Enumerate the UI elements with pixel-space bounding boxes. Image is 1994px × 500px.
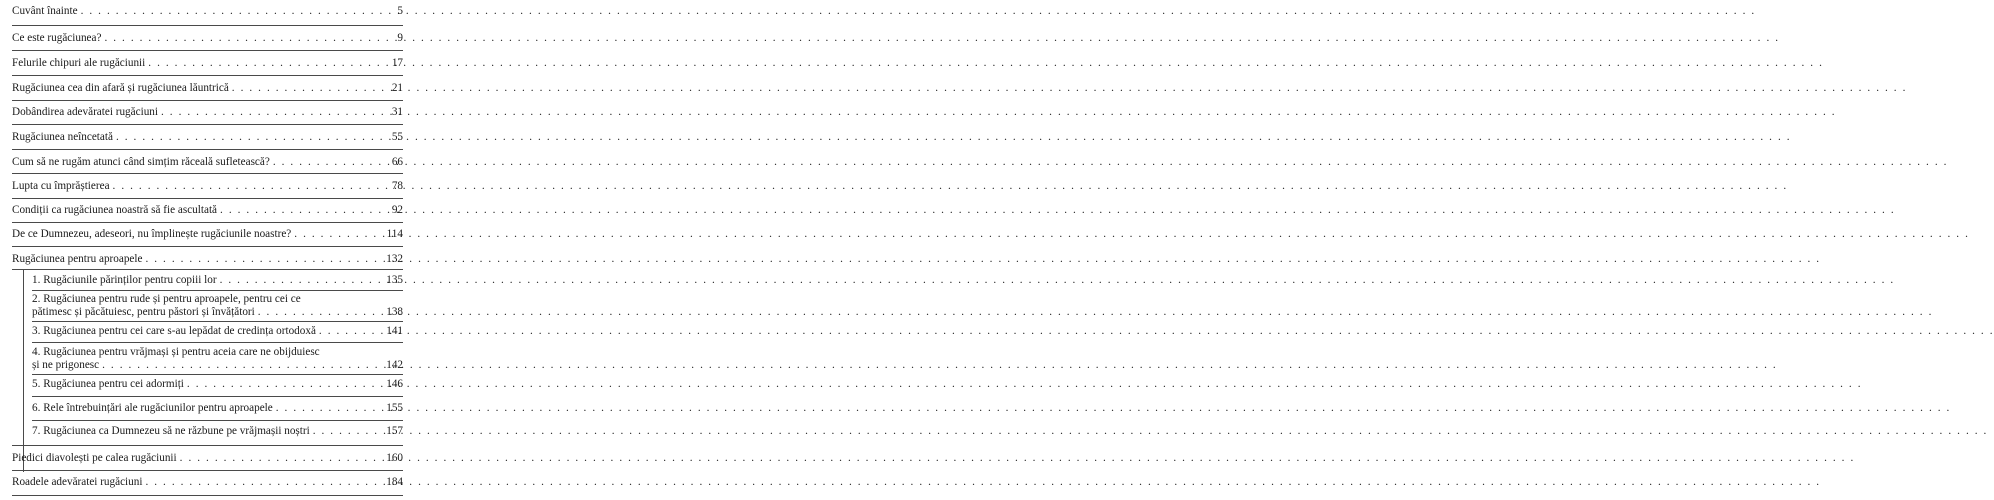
- toc-entry[interactable]: [12, 82, 403, 95]
- leader-dots: [104, 32, 394, 45]
- subsection-bracket: [23, 269, 24, 472]
- toc-entry[interactable]: [12, 228, 403, 241]
- toc-entry-page: 155: [386, 402, 403, 414]
- leader-dots: [313, 425, 384, 438]
- toc-entry[interactable]: [12, 106, 403, 119]
- separator-line: [32, 374, 403, 375]
- toc-entry[interactable]: [12, 5, 403, 18]
- toc-subentry[interactable]: [32, 402, 403, 415]
- toc-entry-page: 66: [391, 156, 403, 168]
- toc-entry-page: 142: [386, 359, 403, 371]
- toc-entry-title: Rugăciunea pentru aproapele: [12, 253, 143, 265]
- toc-entry[interactable]: [12, 156, 403, 169]
- toc-page: [0, 0, 411, 500]
- toc-subentry[interactable]: [32, 325, 403, 338]
- toc-entry-title: Felurile chipuri ale rugăciunii: [12, 57, 146, 69]
- toc-entry-page: 21: [391, 82, 403, 94]
- toc-subentry[interactable]: [32, 293, 403, 319]
- toc-entry-title-line1: 4. Rugăciunea pentru vrăjmași și pentru aceia care ne obijduiesc: [32, 346, 320, 358]
- separator-line: [32, 342, 403, 343]
- toc-subentry[interactable]: [32, 425, 403, 438]
- separator-line: [12, 50, 403, 51]
- toc-entry-title: și ne prigonesc: [32, 359, 100, 371]
- separator-line: [12, 445, 403, 446]
- toc-entry-page: 135: [386, 274, 403, 286]
- toc-entry-page: 138: [386, 306, 403, 318]
- separator-line: [12, 495, 403, 496]
- leader-dots: [273, 156, 389, 169]
- separator-line: [32, 396, 403, 397]
- leader-dots: [187, 378, 383, 391]
- toc-entry-title: Dobândirea adevăratei rugăciuni: [12, 106, 158, 118]
- leader-dots: [220, 204, 389, 217]
- separator-line: [12, 149, 403, 150]
- separator-line: [12, 124, 403, 125]
- toc-entry-page: 146: [386, 378, 403, 390]
- leader-dots: [220, 274, 384, 287]
- toc-entry-page: 160: [386, 452, 403, 464]
- toc-entry[interactable]: [12, 32, 403, 45]
- toc-entry[interactable]: [12, 253, 403, 266]
- toc-entry-page: 9: [397, 32, 403, 44]
- toc-entry-title: pătimesc și păcătuiesc, pentru păstori și învățători: [32, 306, 255, 318]
- leader-dots: [81, 5, 395, 18]
- toc-subentry[interactable]: [32, 274, 403, 287]
- separator-line: [12, 75, 403, 76]
- toc-entry-title: 3. Rugăciunea pentru cei care s-au lepădat de credința ortodoxă: [32, 325, 316, 337]
- leader-dots: [145, 476, 383, 489]
- separator-line: [12, 100, 403, 101]
- leader-dots: [113, 180, 389, 193]
- toc-entry-title: Cum să ne rugăm atunci când simțim răceală sufletească?: [12, 156, 270, 168]
- leader-dots: [232, 82, 389, 95]
- toc-entry-title: 5. Rugăciunea pentru cei adormiți: [32, 378, 184, 390]
- toc-entry-title: Roadele adevăratei rugăciuni: [12, 476, 143, 488]
- leader-dots: [294, 228, 383, 241]
- toc-entry-title: De ce Dumnezeu, adeseori, nu împlinește rugăciunile noastre?: [12, 228, 292, 240]
- leader-dots: [319, 325, 383, 338]
- toc-subentry[interactable]: [32, 378, 403, 391]
- leader-dots: [102, 359, 383, 372]
- toc-entry[interactable]: [12, 180, 403, 193]
- toc-entry-page: 92: [391, 204, 403, 216]
- toc-entry-title: Ce este rugăciunea?: [12, 32, 102, 44]
- toc-entry-title: Condiții ca rugăciunea noastră să fie ascultată: [12, 204, 218, 216]
- separator-line: [12, 198, 403, 199]
- leader-dots: [276, 402, 383, 415]
- separator-line: [12, 222, 403, 223]
- toc-entry-page: 114: [386, 228, 403, 240]
- toc-entry-title: 7. Rugăciunea ca Dumnezeu să ne răzbune pe vrăjmașii noștri: [32, 425, 310, 437]
- toc-entry-page: 141: [386, 325, 403, 337]
- leader-dots: [148, 57, 389, 70]
- toc-entry-title: 6. Rele întrebuințări ale rugăciunilor pentru aproapele: [32, 402, 273, 414]
- toc-entry-page: 157: [386, 425, 403, 437]
- toc-entry-title: Lupta cu împrăștierea: [12, 180, 110, 192]
- toc-entry-title: Cuvânt înainte: [12, 5, 78, 17]
- leader-dots: [180, 452, 384, 465]
- toc-entry-title: Rugăciunea neîncetată: [12, 131, 113, 143]
- separator-line: [12, 470, 403, 471]
- leader-dots: [116, 131, 389, 144]
- toc-entry-page: 184: [386, 476, 403, 488]
- toc-entry[interactable]: [12, 57, 403, 70]
- separator-line: [12, 246, 403, 247]
- leader-dots: [161, 106, 389, 119]
- toc-entry[interactable]: [12, 476, 403, 489]
- toc-entry-page: 31: [391, 106, 403, 118]
- leader-dots: [145, 253, 383, 266]
- toc-entry[interactable]: [12, 452, 403, 465]
- toc-entry-page: 5: [397, 5, 403, 17]
- separator-line: [32, 290, 403, 291]
- separator-line: [12, 25, 403, 26]
- separator-line: [12, 269, 403, 270]
- toc-entry-page: 78: [391, 180, 403, 192]
- toc-entry[interactable]: [12, 204, 403, 217]
- separator-line: [32, 420, 403, 421]
- toc-entry-title: Piedici diavolești pe calea rugăciunii: [12, 452, 177, 464]
- toc-entry-title: 1. Rugăciunile părinților pentru copiii lor: [32, 274, 217, 286]
- toc-subentry[interactable]: [32, 346, 403, 372]
- toc-entry-page: 55: [391, 131, 403, 143]
- toc-entry-title-line1: 2. Rugăciunea pentru rude și pentru aproapele, pentru cei ce: [32, 293, 301, 305]
- toc-entry[interactable]: [12, 131, 403, 144]
- separator-line: [32, 321, 403, 322]
- toc-entry-page: 132: [386, 253, 403, 265]
- separator-line: [12, 173, 403, 174]
- toc-entry-title: Rugăciunea cea din afară și rugăciunea lăuntrică: [12, 82, 229, 94]
- leader-dots: [258, 306, 383, 319]
- toc-entry-page: 17: [391, 57, 403, 69]
